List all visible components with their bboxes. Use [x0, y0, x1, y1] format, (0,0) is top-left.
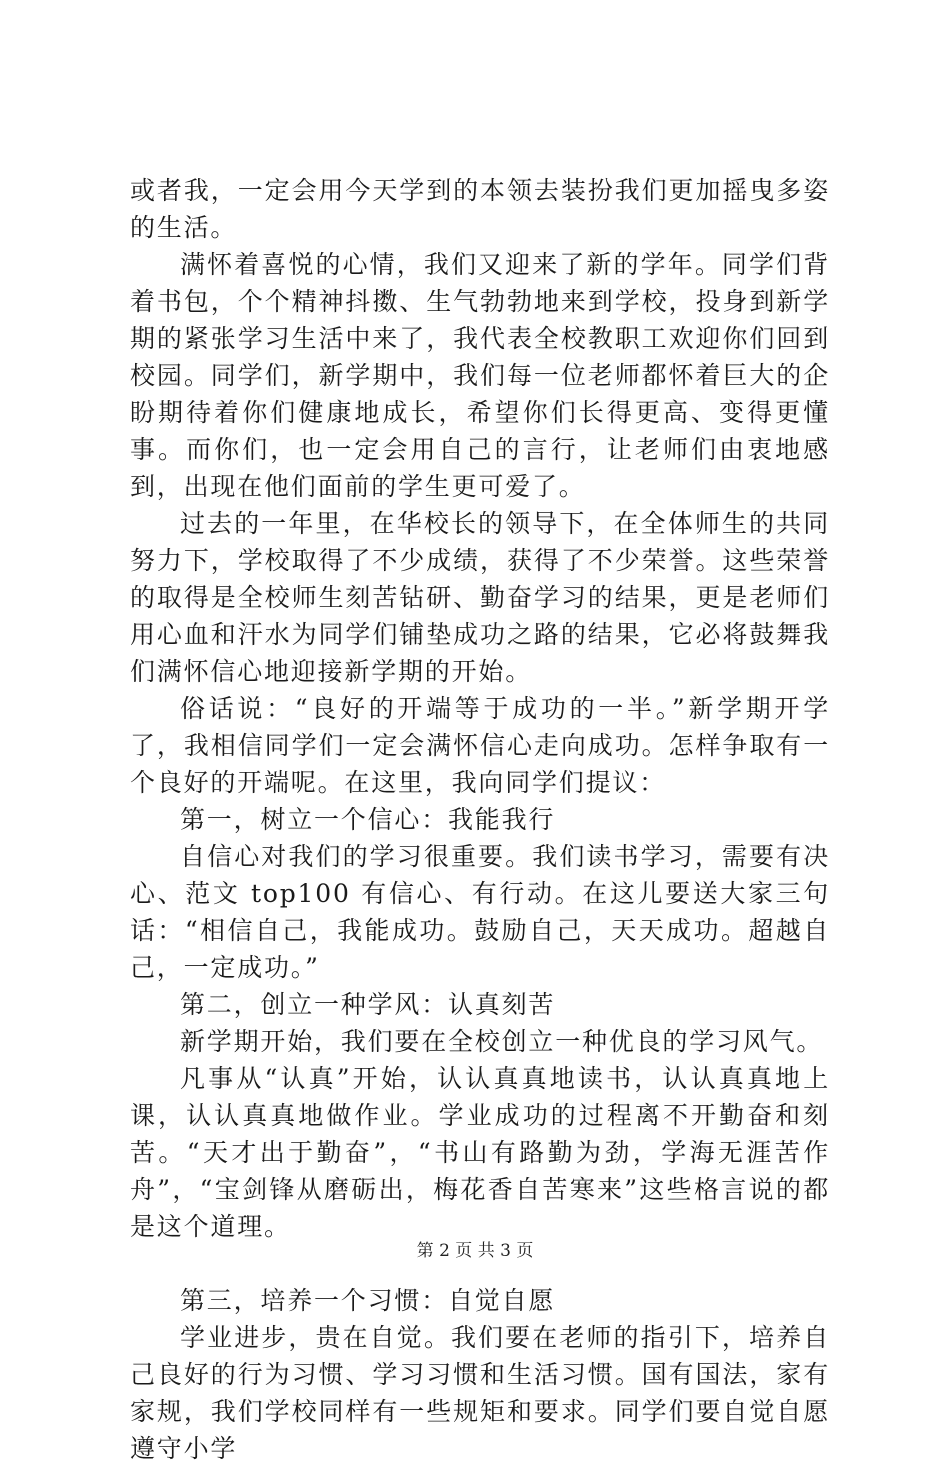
paragraph-study-style: 新学期开始，我们要在全校创立一种优良的学习风气。	[180, 1027, 824, 1056]
heading-second-point: 第二，创立一种学风：认真刻苦	[180, 990, 556, 1019]
paragraph-confidence: 自信心对我们的学习很重要。我们读书学习，需要有决心、范文 top100 有信心、有行动。在这儿要送大家三句话：“相信自己，我能成功。鼓励自己，天天成功。超越自己，一定成功。”	[130, 842, 830, 982]
paragraph-proverb: 俗话说：“良好的开端等于成功的一半。”新学期开学了，我相信同学们一定会满怀信心走向成功。怎样争取有一个良好的开端呢。在这里，我向同学们提议：	[130, 694, 830, 797]
paragraph-continuation: 或者我，一定会用今天学到的本领去装扮我们更加摇曳多姿的生活。	[130, 176, 830, 242]
paragraph-habits: 学业进步，贵在自觉。我们要在老师的指引下，培养自己良好的行为习惯、学习习惯和生活习惯。国有国法，家有家规，我们学校同样有一些规矩和要求。同学们要自觉自愿遵守小学	[130, 1323, 830, 1463]
paragraph-new-term: 满怀着喜悦的心情，我们又迎来了新的学年。同学们背着书包，个个精神抖擞、生气勃勃地来到学校，投身到新学期的紧张学习生活中来了，我代表全校教职工欢迎你们回到校园。同学们，新学期中，我们每一位老师都怀着巨大的企盼期待着你们健康地成长，希望你们长得更高、变得更懂事。而你们，也一定会用自己的言行，让老师们由衷地感到，出现在他们面前的学生更可爱了。	[130, 250, 830, 501]
paragraph-diligence: 凡事从“认真”开始，认认真真地读书，认认真真地上课，认认真真地做作业。学业成功的过程离不开勤奋和刻苦。“天才出于勤奋”，“书山有路勤为劲，学海无涯苦作舟”，“宝剑锋从磨砺出，梅花香自苦寒来”这些格言说的都是这个道理。	[130, 1064, 830, 1241]
paragraph-past-year: 过去的一年里，在华校长的领导下，在全体师生的共同努力下，学校取得了不少成绩，获得了不少荣誉。这些荣誉的取得是全校师生刻苦钻研、勤奋学习的结果，更是老师们用心血和汗水为同学们铺垫成功之路的结果，它必将鼓舞我们满怀信心地迎接新学期的开始。	[130, 509, 830, 686]
document-body	[130, 172, 830, 1467]
heading-third-point: 第三，培养一个习惯：自觉自愿	[180, 1286, 556, 1315]
page-number-footer: 第 2 页 共 3 页	[416, 1241, 534, 1261]
heading-first-point: 第一，树立一个信心：我能我行	[180, 805, 556, 834]
